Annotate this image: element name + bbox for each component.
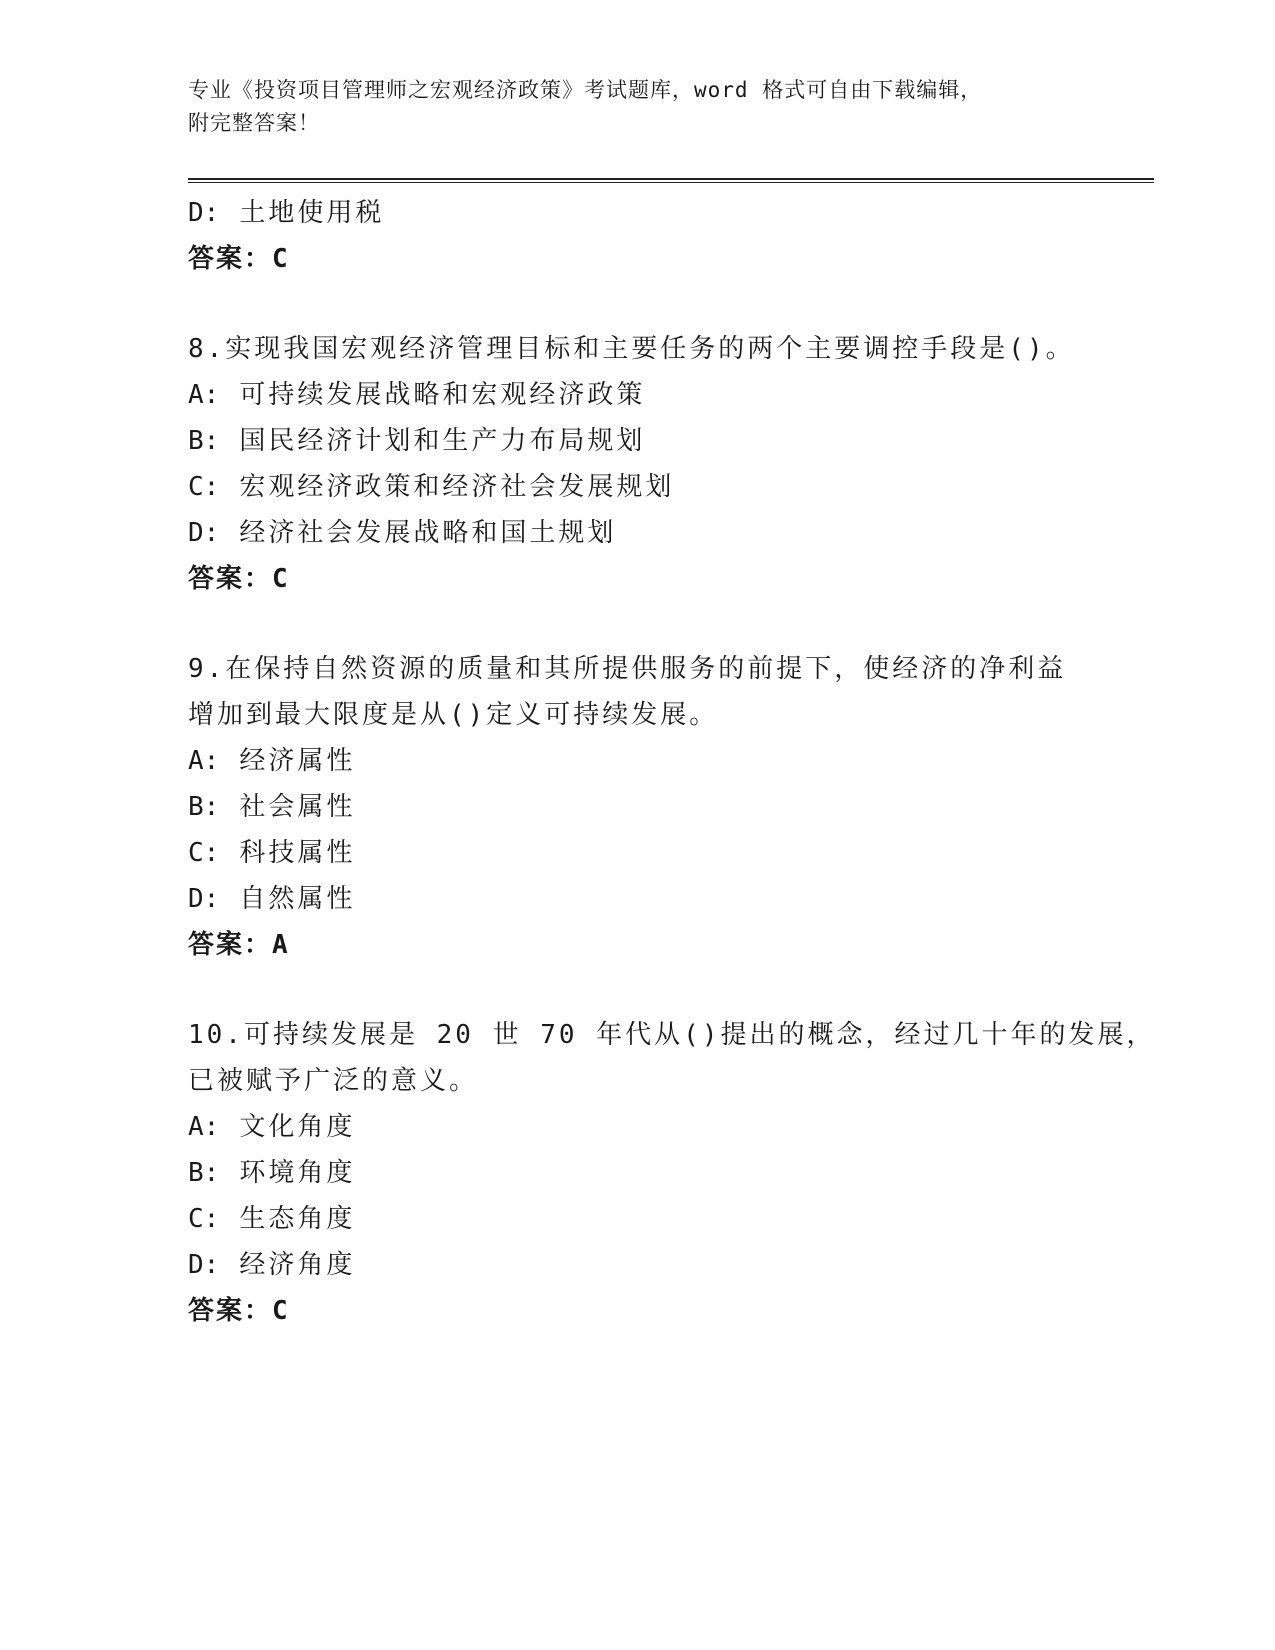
header-line-2: 附完整答案！	[188, 111, 320, 135]
header-line-1: 专业《投资项目管理师之宏观经济政策》考试题库，word 格式可自由下载编辑，	[188, 78, 983, 102]
option-letter: C:	[188, 472, 220, 502]
option-a	[188, 738, 1088, 784]
option-c	[188, 464, 1088, 510]
option-b	[188, 1150, 1088, 1196]
option-text: 文化角度	[239, 1112, 356, 1142]
question-text-line-1: 9.在保持自然资源的质量和其所提供服务的前提下，使经济的净利益	[188, 654, 1067, 684]
option-text: 科技属性	[239, 838, 356, 868]
option-c	[188, 830, 1088, 876]
option-text: 生态角度	[239, 1204, 356, 1234]
option-d	[188, 510, 1088, 556]
option-text: 社会属性	[239, 792, 356, 822]
answer-line: 答案：C	[188, 244, 290, 274]
option-d	[188, 876, 1088, 922]
option-letter: D:	[188, 884, 220, 914]
question-10	[188, 1012, 1156, 1334]
option-letter: D:	[188, 518, 220, 548]
option-text: 环境角度	[239, 1158, 356, 1188]
answer-line: 答案：C	[188, 564, 290, 594]
question-text: 8.实现我国宏观经济管理目标和主要任务的两个主要调控手段是()。	[188, 334, 1075, 364]
option-text: 土地使用税	[239, 198, 385, 228]
question-list	[188, 190, 1156, 1334]
option-letter: B:	[188, 792, 220, 822]
question-text-line-1: 10.可持续发展是 20 世 70 年代从()提出的概念，经过几十年的发展，	[188, 1020, 1156, 1050]
option-c	[188, 1196, 1088, 1242]
question-9	[188, 646, 1088, 968]
option-d	[188, 1242, 1088, 1288]
option-b	[188, 784, 1088, 830]
option-text: 经济社会发展战略和国土规划	[239, 518, 617, 548]
option-a	[188, 1104, 1088, 1150]
option-letter: D:	[188, 198, 220, 228]
option-letter: C:	[188, 838, 220, 868]
option-letter: B:	[188, 1158, 220, 1188]
question-text-line-2: 增加到最大限度是从()定义可持续发展。	[188, 700, 719, 730]
option-text: 经济属性	[239, 746, 356, 776]
question-8	[188, 326, 1088, 602]
option-letter: A:	[188, 746, 220, 776]
option-a	[188, 372, 1088, 418]
previous-question-tail	[188, 190, 1088, 282]
option-b	[188, 418, 1088, 464]
option-text: 自然属性	[239, 884, 356, 914]
option-text: 宏观经济政策和经济社会发展规划	[239, 472, 675, 502]
option-letter: D:	[188, 1250, 220, 1280]
option-text: 经济角度	[239, 1250, 356, 1280]
answer-line: 答案：A	[188, 930, 290, 960]
header-divider	[188, 178, 1154, 183]
option-text: 可持续发展战略和宏观经济政策	[239, 380, 646, 410]
page-header	[188, 74, 1088, 140]
option-letter: A:	[188, 380, 220, 410]
option-d	[188, 190, 1088, 236]
option-letter: B:	[188, 426, 220, 456]
option-letter: C:	[188, 1204, 220, 1234]
answer-line: 答案：C	[188, 1296, 290, 1326]
option-text: 国民经济计划和生产力布局规划	[239, 426, 646, 456]
option-letter: A:	[188, 1112, 220, 1142]
question-text-line-2: 已被赋予广泛的意义。	[188, 1066, 479, 1096]
